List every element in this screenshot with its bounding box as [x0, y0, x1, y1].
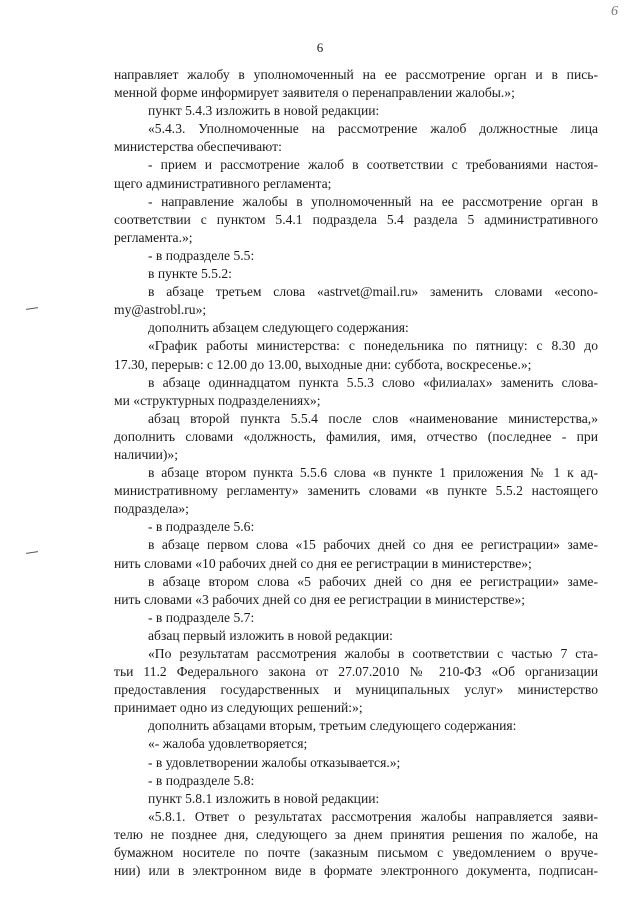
text-line: дополнить абзацем следующего содержания: [148, 320, 409, 336]
text-line: нить словами «10 рабочих дней со дня ее регистрации в министерстве»; [114, 555, 532, 571]
text-line: «По результатам рассмотрения жалобы в соответствии с частью 7 ста- [148, 646, 598, 661]
text-line: - в подразделе 5.6: [148, 519, 255, 535]
text-line: в абзаце втором слова «5 рабочих дней со дня ее регистрации» заме- [148, 573, 598, 589]
document-body [114, 66, 598, 880]
text-line: пункт 5.4.3 изложить в новой редакции: [148, 103, 380, 119]
text-line: - в подразделе 5.7: [148, 609, 255, 625]
text-line: в абзаце втором пункта 5.5.6 слова «в пункте 1 приложения № 1 к ад- [148, 465, 598, 481]
text-line: нии) или в электронном виде в формате электронного документа, подписан- [114, 863, 598, 879]
text-line: - прием и рассмотрение жалоб в соответствии с требованиями настоя- [148, 157, 598, 173]
text-line: регламента.»; [114, 229, 193, 245]
text-line: «- жалоба удовлетворяется; [148, 736, 308, 752]
text-line: бумажном носителе по почте (заказным письмом с уведомлением о вруче- [114, 845, 598, 861]
text-line: щего административного регламента; [114, 175, 332, 191]
margin-mark [26, 307, 38, 310]
text-line: дополнить абзацами вторым, третьим следующего содержания: [148, 718, 517, 734]
text-line: дополнить словами «должность, фамилия, имя, отчество (последнее - при [114, 428, 598, 444]
text-line: направляет жалобу в уполномоченный на ее рассмотрение орган и в пись- [114, 67, 598, 82]
text-line: в абзаце первом слова «15 рабочих дней со дня ее регистрации» заме- [148, 537, 598, 553]
corner-page-mark: 6 [611, 4, 618, 19]
text-line: принимает одно из следующих решений:»; [114, 700, 363, 716]
text-line: абзац первый изложить в новой редакции: [148, 627, 393, 643]
text-line: - в удовлетворении жалобы отказывается.»; [148, 754, 401, 770]
text-line: предоставления государственных и муниципальных услуг» министерство [114, 682, 598, 698]
text-line: пункт 5.8.1 изложить в новой редакции: [148, 790, 380, 806]
text-line: - в подразделе 5.5: [148, 247, 255, 263]
text-line: - направление жалобы в уполномоченный на ее рассмотрение орган в [148, 193, 598, 209]
text-line: менной форме информирует заявителя о перенаправлении жалобы.»; [114, 85, 515, 101]
margin-mark [26, 551, 38, 554]
text-line: ми «структурных подразделениях»; [114, 392, 321, 408]
text-line: my@astrobl.ru»; [114, 302, 207, 318]
text-line: абзац второй пункта 5.5.4 после слов «наименование министерства,» [148, 410, 598, 426]
text-line: министративному регламенту» заменить словами «в пункте 5.5.2 настоящего [114, 483, 598, 499]
text-line: министерства обеспечивают: [114, 139, 282, 155]
text-line: «5.4.3. Уполномоченные на рассмотрение жалоб должностные лица [148, 121, 598, 137]
text-line: наличии)»; [114, 446, 178, 462]
text-line: нить словами «3 рабочих дней со дня ее регистрации в министерстве»; [114, 591, 526, 607]
text-line: - в подразделе 5.8: [148, 772, 255, 788]
text-line: «График работы министерства: с понедельника по пятницу: с 8.30 до [148, 338, 598, 354]
text-line: подраздела»; [114, 501, 189, 517]
text-line: в пункте 5.5.2: [148, 266, 232, 282]
text-line: 17.30, перерыв: с 12.00 до 13.00, выходные дни: суббота, воскресенье.»; [114, 356, 532, 372]
text-line: в абзаце третьем слова «astrvet@mail.ru» заменить словами «econo- [148, 284, 598, 300]
page-number: 6 [316, 40, 324, 55]
text-line: в абзаце одиннадцатом пункта 5.5.3 слово «филиалах» заменить слова- [148, 374, 598, 390]
text-line: «5.8.1. Ответ о результатах рассмотрения жалобы направляется заяви- [148, 808, 598, 824]
text-line: соответствии с пунктом 5.4.1 подраздела 5.4 раздела 5 административного [114, 211, 598, 227]
text-line: телю не позднее дня, следующего за днем принятия решения по жалобе, на [114, 826, 598, 842]
text-line: тьи 11.2 Федерального закона от 27.07.2010 № 210-ФЗ «Об организации [114, 664, 598, 680]
